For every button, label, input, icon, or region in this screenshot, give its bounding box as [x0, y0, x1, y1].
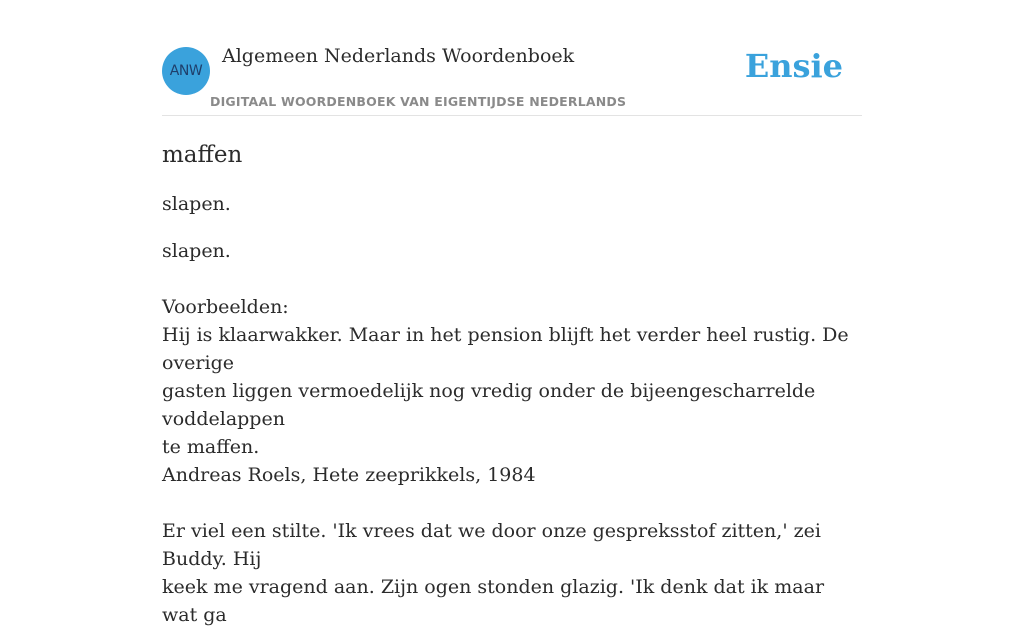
source-header: [162, 0, 862, 116]
short-definition: slapen.: [162, 193, 231, 215]
example-1-line: gasten liggen vermoedelijk nog vredig onder de bijeengescharrelde voddelappen: [162, 380, 816, 430]
example-1-citation: Andreas Roels, Hete zeeprikkels, 1984: [162, 464, 536, 486]
spacer: [162, 265, 862, 293]
examples-label: Voorbeelden:: [162, 296, 289, 318]
example-1-line: Hij is klaarwakker. Maar in het pension blijft het verder heel rustig. De overige: [162, 324, 849, 374]
entry-body: [162, 237, 862, 629]
spacer: [162, 489, 862, 517]
example-2-line: Er viel een stilte. 'Ik vrees dat we door onze gespreksstof zitten,' zei Buddy. Hij: [162, 520, 821, 570]
headword: maffen: [162, 142, 243, 168]
source-title[interactable]: Algemeen Nederlands Woordenboek: [222, 45, 575, 67]
ensie-logo[interactable]: Ensie: [744, 47, 843, 85]
source-subtitle: DIGITAAL WOORDENBOEK VAN EIGENTIJDSE NEDERLANDS: [210, 94, 627, 109]
main-content: [162, 0, 862, 629]
example-1-line: te maffen.: [162, 436, 260, 458]
anw-logo[interactable]: [162, 47, 210, 95]
definition: slapen.: [162, 240, 231, 262]
logo-text: ANW: [169, 63, 203, 79]
example-2-line: keek me vragend aan. Zijn ogen stonden glazig. 'Ik denk dat ik maar wat ga: [162, 576, 825, 626]
